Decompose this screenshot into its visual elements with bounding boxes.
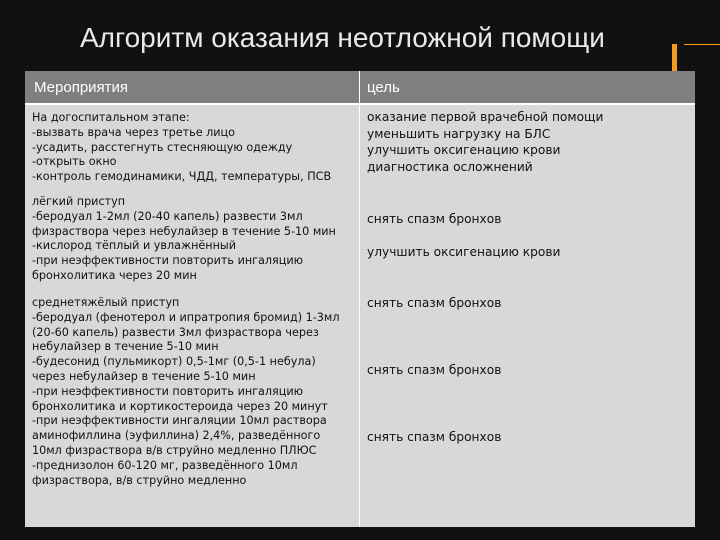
- slide-title: Алгоритм оказания неотложной помощи: [80, 22, 605, 53]
- accent-line: [684, 44, 720, 45]
- moderate-attack-measures: среднетяжёлый приступ -беродуал (фенотерол и ипратропия бромид) 1-3мл (20-60 капель) развести 3мл физраствора через небулайзер в течение 5-10 мин -будесонид (пульмикорт) 0,5-1мг (0,5-1 небула) через небулайзер в течение 5-10 мин -при неэффективности повторить ингаляцию бронхолитика и кортикостероида через 20 минут -при неэффективности ингаляции 10мл раствора аминофиллина (эуфиллина) 2,4%, разведённого 10мл физраствора в/в струйно медленно ПЛЮС -преднизолон 60-120 мг, разведённого 10мл физраствора, в/в струйно медленно: [32, 296, 340, 487]
- column-divider: [359, 71, 360, 527]
- mild-attack-goal-1: снять спазм бронхов: [367, 212, 502, 226]
- prehospital-goals: оказание первой врачебной помощи уменьшить нагрузку на БЛС улучшить оксигенацию крови диагностика осложнений: [367, 110, 604, 174]
- moderate-attack-goal-1: снять спазм бронхов: [367, 296, 502, 310]
- algorithm-table: [25, 71, 695, 527]
- table-header: [25, 71, 695, 105]
- mild-attack-goal-2: улучшить оксигенацию крови: [367, 245, 561, 259]
- accent-bar: [672, 44, 677, 74]
- header-measures: Мероприятия: [34, 79, 129, 96]
- header-goal: цель: [367, 79, 400, 96]
- moderate-attack-goal-2: снять спазм бронхов: [367, 363, 502, 377]
- moderate-attack-goal-3: снять спазм бронхов: [367, 430, 502, 444]
- prehospital-measures: На догоспитальном этапе: -вызвать врача через третье лицо -усадить, расстегнуть стесняющую одежду -открыть окно -контроль гемодинамики, ЧДД, температуры, ПСВ: [32, 111, 332, 184]
- mild-attack-measures: лёгкий приступ -беродуал 1-2мл (20-40 капель) развести 3мл физраствора через небулайзер в течение 5-10 мин -кислород тёплый и увлажнённый -при неэффективности повторить ингаляцию бронхолитика через 20 мин: [32, 195, 336, 282]
